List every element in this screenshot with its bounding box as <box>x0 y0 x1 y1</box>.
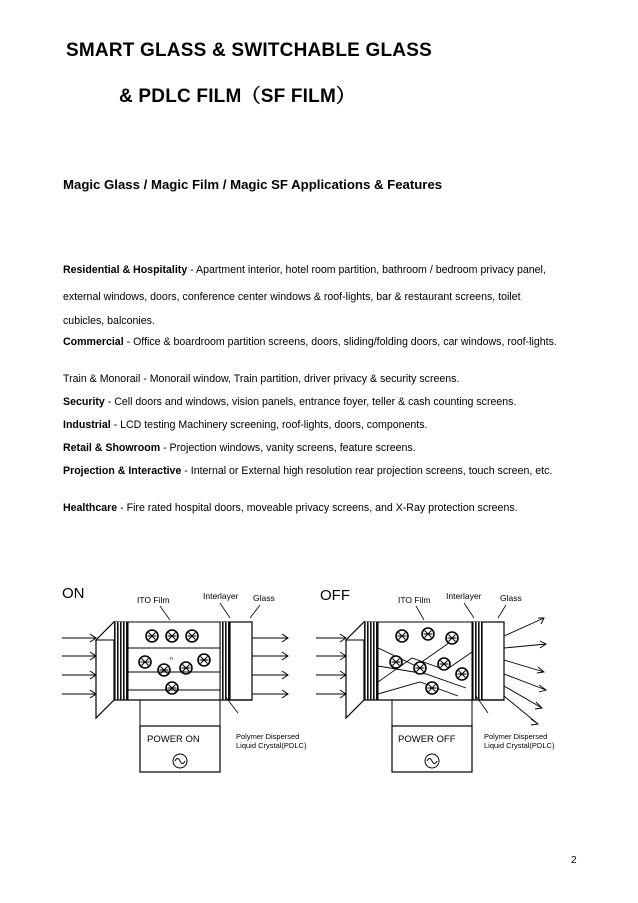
label-commercial: Commercial <box>63 336 124 348</box>
label-security: Security <box>63 396 105 408</box>
text-retail: - Projection windows, vanity screens, feature screens. <box>160 442 416 454</box>
power-on-label: POWER ON <box>147 734 200 745</box>
paragraph-residential-line2: external windows, doors, conference center windows & roof-lights, bar & restaurant screens, toilet <box>63 291 521 303</box>
glass-label-off: Glass <box>500 593 522 603</box>
paragraph-industrial <box>63 419 583 432</box>
label-residential: Residential & Hospitality <box>63 264 188 276</box>
glass-label-on: Glass <box>253 593 275 603</box>
pdlc-label-off-2: Liquid Crystal(PDLC) <box>484 741 555 750</box>
paragraph-retail <box>63 442 583 455</box>
ito-film-label-off: ITO Film <box>398 595 431 605</box>
svg-text:n: n <box>170 656 173 662</box>
text-projection: - Internal or External high resolution rear projection screens, touch screen, etc. <box>181 465 553 477</box>
pdlc-label-off-1: Polymer Dispersed <box>484 732 548 741</box>
text-commercial: - Office & boardroom partition screens, doors, sliding/folding doors, car windows, roof-lights. <box>123 336 557 348</box>
pdlc-label-on-1: Polymer Dispersed <box>236 732 300 741</box>
state-on-label: ON <box>62 585 85 602</box>
label-retail: Retail & Showroom <box>63 442 161 454</box>
pdlc-label-on-2: Liquid Crystal(PDLC) <box>236 741 307 750</box>
label-healthcare: Healthcare <box>63 502 118 514</box>
paragraph-residential <box>63 264 583 277</box>
ito-film-label-on: ITO Film <box>137 595 170 605</box>
title-line-1: SMART GLASS & SWITCHABLE GLASS <box>66 40 432 61</box>
title-line-2: & PDLC FILM（SF FILM） <box>119 86 356 107</box>
text-residential-1: - Apartment interior, hotel room partition, bathroom / bedroom privacy panel, <box>187 264 546 276</box>
paragraph-projection <box>63 465 563 478</box>
interlayer-label-on: Interlayer <box>203 591 239 601</box>
paragraph-train: Train & Monorail - Monorail window, Train partition, driver privacy & security screens. <box>63 373 460 385</box>
paragraph-residential-line3: cubicles, balconies. <box>63 315 155 327</box>
page-number: 2 <box>571 855 577 866</box>
text-security: - Cell doors and windows, vision panels, entrance foyer, teller & cash counting screens. <box>104 396 517 408</box>
diagram-off <box>316 587 555 772</box>
paragraph-security <box>63 396 583 409</box>
diagram-on <box>62 585 307 772</box>
text-industrial: - LCD testing Machinery screening, roof-lights, doors, components. <box>110 419 428 431</box>
interlayer-label-off: Interlayer <box>446 591 482 601</box>
state-off-label: OFF <box>320 587 350 604</box>
section-heading: Magic Glass / Magic Film / Magic SF Applications & Features <box>63 177 443 192</box>
label-industrial: Industrial <box>63 419 111 431</box>
paragraph-commercial <box>63 336 558 349</box>
label-projection: Projection & Interactive <box>63 465 182 477</box>
pdlc-diagram <box>60 578 560 778</box>
paragraph-healthcare <box>63 502 583 515</box>
text-healthcare: - Fire rated hospital doors, moveable privacy screens, and X-Ray protection screens. <box>117 502 518 514</box>
power-off-label: POWER OFF <box>398 734 456 745</box>
